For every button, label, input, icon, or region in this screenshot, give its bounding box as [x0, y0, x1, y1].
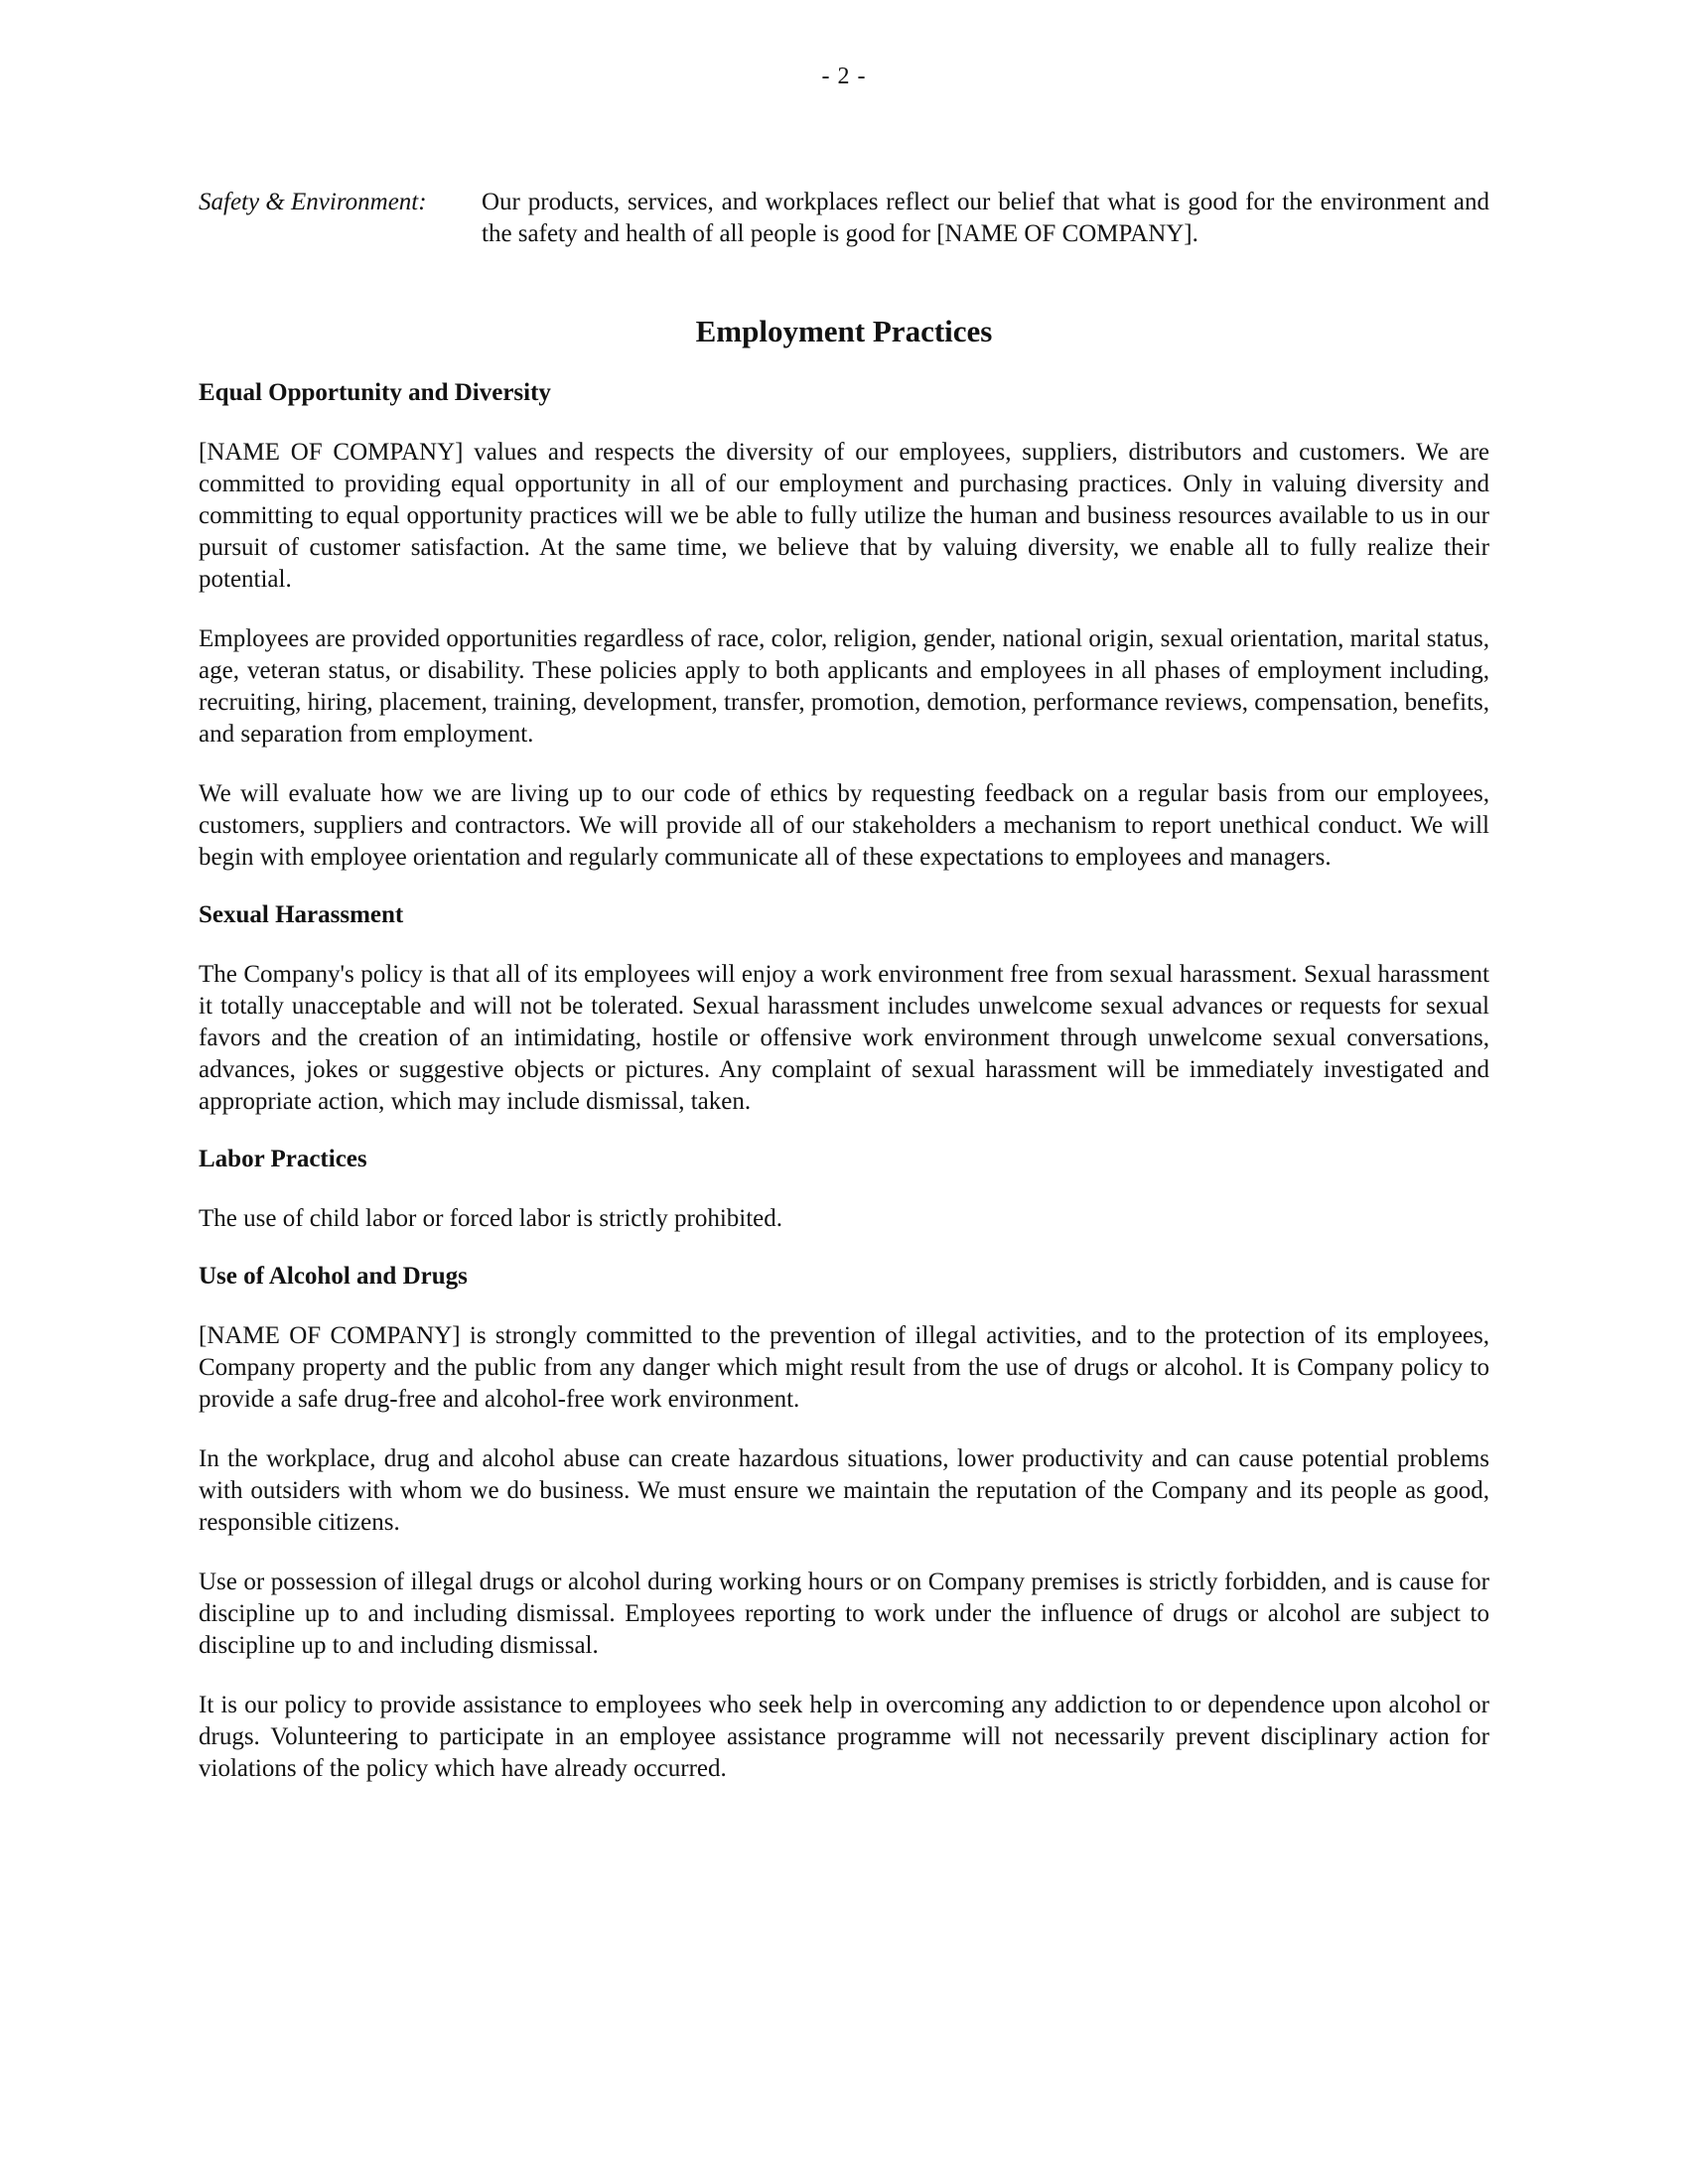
- definition-term-safety-environment: Safety & Environment:: [199, 189, 427, 215]
- paragraph-equal-opportunity-1: [NAME OF COMPANY] values and respects the diversity of our employees, suppliers, distributors and customers. We are committed to providing equal opportunity in all of our employment and purchasing practices. Only in valuing diversity and committing to equal opportunity practices will we be able to fully utilize the human and business resources available to us in our pursuit of customer satisfaction. At the same time, we believe that by valuing diversity, we enable all to fully realize their potential.: [199, 439, 1489, 593]
- paragraph-alcohol-drugs-3: Use or possession of illegal drugs or alcohol during working hours or on Company premises is strictly forbidden, and is cause for discipline up to and including dismissal. Employees reporting to work under the influence of drugs or alcohol are subject to discipline up to and including dismissal.: [199, 1569, 1489, 1659]
- paragraph-sexual-harassment-1: The Company's policy is that all of its employees will enjoy a work environment free from sexual harassment. Sexual harassment it totally unacceptable and will not be tolerated. Sexual harassment includes unwelcome sexual advances or requests for sexual favors and the creation of an intimidating, hostile or offensive work environment through unwelcome sexual conversations, advances, jokes or suggestive objects or pictures. Any complaint of sexual harassment will be immediately investigated and appropriate action, which may include dismissal, taken.: [199, 961, 1489, 1115]
- paragraph-equal-opportunity-3: We will evaluate how we are living up to our code of ethics by requesting feedback on a regular basis from our employees, customers, suppliers and contractors. We will provide all of our stakeholders a mechanism to report unethical conduct. We will begin with employee orientation and regularly communicate all of these expectations to employees and managers.: [199, 780, 1489, 871]
- paragraph-labor-practices-1: The use of child labor or forced labor is strictly prohibited.: [199, 1205, 783, 1232]
- paragraph-alcohol-drugs-4: It is our policy to provide assistance to employees who seek help in overcoming any addiction to or dependence upon alcohol or drugs. Volunteering to participate in an employee assistance programme will not necessarily prevent disciplinary action for violations of the policy which have already occurred.: [199, 1692, 1489, 1782]
- paragraph-alcohol-drugs-2: In the workplace, drug and alcohol abuse can create hazardous situations, lower productivity and can cause potential problems with outsiders with whom we do business. We must ensure we maintain the reputation of the Company and its people as good, responsible citizens.: [199, 1445, 1489, 1536]
- section-heading-alcohol-drugs: Use of Alcohol and Drugs: [199, 1263, 468, 1290]
- main-heading-employment-practices: Employment Practices: [695, 314, 993, 348]
- section-heading-equal-opportunity: Equal Opportunity and Diversity: [199, 379, 551, 406]
- page-number: - 2 -: [821, 64, 867, 89]
- definition-row: [199, 187, 1489, 250]
- paragraph-equal-opportunity-2: Employees are provided opportunities regardless of race, color, religion, gender, national origin, sexual orientation, marital status, age, veteran status, or disability. These policies apply to both applicants and employees in all phases of employment including, recruiting, hiring, placement, training, development, transfer, promotion, demotion, performance reviews, compensation, benefits, and separation from employment.: [199, 625, 1489, 748]
- section-heading-labor-practices: Labor Practices: [199, 1146, 367, 1172]
- definition-text: Our products, services, and workplaces reflect our belief that what is good for the environment and the safety and health of all people is good for [NAME OF COMPANY].: [482, 189, 1489, 247]
- section-heading-sexual-harassment: Sexual Harassment: [199, 901, 404, 928]
- paragraph-alcohol-drugs-1: [NAME OF COMPANY] is strongly committed to the prevention of illegal activities, and to the protection of its employees, Company property and the public from any danger which might result from the use of drugs or alcohol. It is Company policy to provide a safe drug-free and alcohol-free work environment.: [199, 1322, 1489, 1413]
